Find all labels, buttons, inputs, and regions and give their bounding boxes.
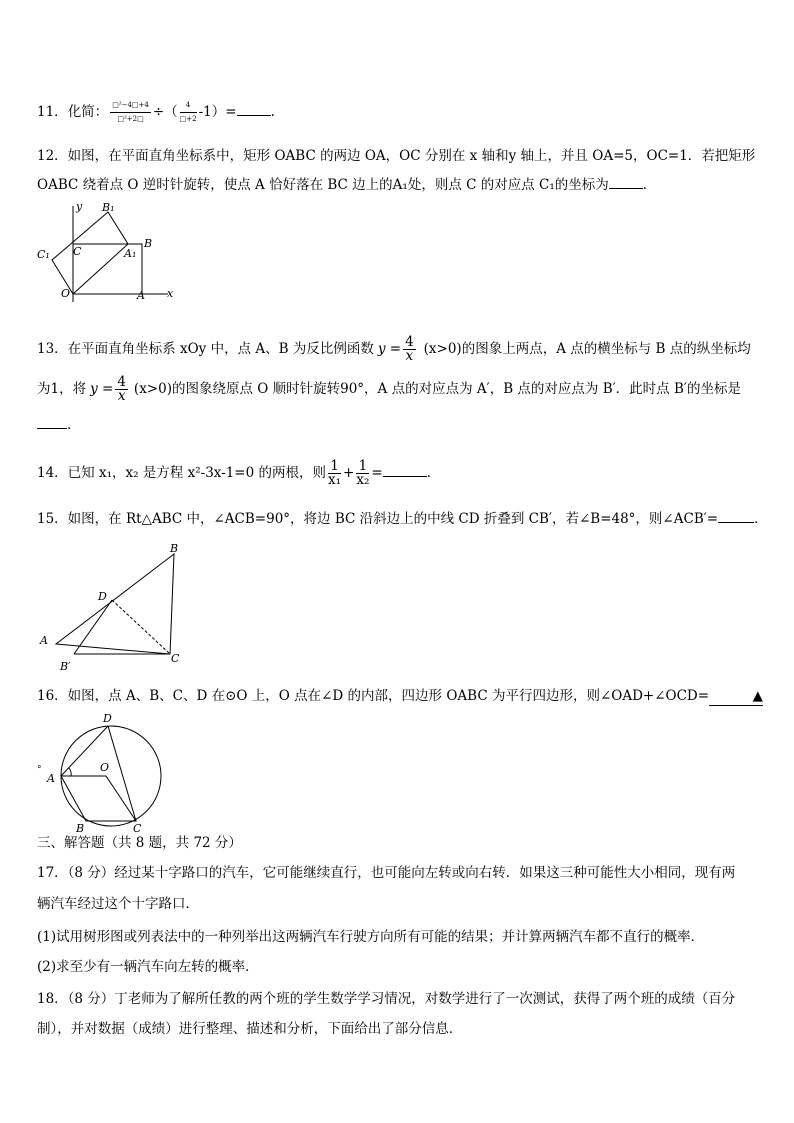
question-17-part-1: (1)试用树形图或列表法中的一种列举出这两辆汽车行驶方向所有可能的结果；并计算两辆汽车都不直行的概率． xyxy=(37,929,705,945)
question-12-line-2: OABC 绕着点 O 逆时针旋转，使点 A 恰好落在 BC 边上的A₁处，则点 C 的对应点 C₁的坐标为 ． xyxy=(37,177,657,193)
segment-dc xyxy=(108,726,136,821)
section-heading: 三、解答题（共 8 题，共 72 分） xyxy=(37,835,242,851)
label-c: C xyxy=(73,245,82,258)
answer-blank xyxy=(383,476,427,477)
question-17-line-1: 17．（8 分）经过某十字路口的汽车，它可能继续直行，也可能向左转或向右转．如果这三种可能性大小相同，现有两 xyxy=(37,865,736,881)
label-o: O xyxy=(100,761,110,774)
label-b1: B₁ xyxy=(102,201,115,214)
label-a: A xyxy=(40,634,48,647)
label-d: D xyxy=(103,712,112,725)
question-16: 16．如图，点 A、B、C、D 在⊙O 上，O 点在∠D 的内部，四边形 OABC 为平行四边形，则∠OAD+∠OCD= ▲ xyxy=(37,688,764,704)
label-a1: A₁ xyxy=(124,247,137,260)
question-18-line-2: 制），并对数据（成绩）进行整理、描述和分析，下面给出了部分信息． xyxy=(37,1021,463,1037)
degree-mark: ° xyxy=(37,765,42,775)
question-18-line-1: 18．（8 分）丁老师为了解所任教的两个班的学生数学学习情况，对数学进行了一次测试，获得了两个班的成绩（百分 xyxy=(37,991,736,1007)
label-a: A xyxy=(47,772,55,785)
question-13-line-1: 13．在平面直角坐标系 xOy 中，点 A、B 为反比例函数 y = $\frac{4}{x}$ (x>0)的图象上两点，A 点的横坐标与 B 点的纵坐标均 xyxy=(37,334,751,364)
question-11: 11．化简： $\frac{\text{□²−4□+4}}{\text{□²+2□}}$ ÷（ $\frac{4}{□+2}$ -1）= . xyxy=(37,99,275,126)
angle-mark xyxy=(69,768,71,776)
answer-blank xyxy=(237,115,271,116)
segment-db-prime xyxy=(74,600,112,654)
label-b: B xyxy=(170,542,179,555)
label-y: y xyxy=(76,200,83,213)
question-13-line-2: 为1，将 y = $\frac{4}{x}$ (x>0)的图象绕原点 O 顺时针旋转90°，A 点的对应点为 A′，B 点的对应点为 B′．此时点 B′的坐标是 xyxy=(37,374,741,404)
label-x: x xyxy=(167,287,174,300)
fraction: $\frac{4}{□+2}$ xyxy=(179,101,197,123)
answer-blank xyxy=(609,188,643,189)
label-d: D xyxy=(98,590,107,603)
question-17-part-2: (2)求至少有一辆汽车向左转的概率． xyxy=(37,959,259,975)
question-17-line-2: 辆汽车经过这个十字路口． xyxy=(37,896,199,912)
fraction: $\frac{4}{x}$ xyxy=(405,334,414,364)
label-b: B xyxy=(76,822,85,834)
figure-rotated-rectangle xyxy=(30,198,180,308)
answer-blank xyxy=(718,522,754,523)
question-14: 14．已知 x₁，x₂ 是方程 x²-3x-1=0 的两根，则 $\frac{1}{\text{x₁}}$ + $\frac{1}{\text{x₂}}$ = ． xyxy=(37,458,441,488)
answer-blank xyxy=(37,428,67,429)
question-13-line-3: ． xyxy=(37,416,81,434)
fraction: $\frac{1}{\text{x₂}}$ xyxy=(356,458,370,488)
figure-folded-triangle xyxy=(30,536,190,674)
label-c: C xyxy=(133,822,142,834)
fraction: $\frac{4}{x}$ xyxy=(117,374,126,404)
fraction: $\frac{1}{\text{x₁}}$ xyxy=(328,458,342,488)
triangle-abc xyxy=(56,554,174,654)
question-12-line-1: 12．如图，在平面直角坐标系中，矩形 OABC 的两边 OA，OC 分别在 x 轴和y 轴上，并且 OA=5，OC=1．若把矩形 xyxy=(37,148,756,164)
answer-blank: ▲ xyxy=(709,687,763,706)
fraction: $\frac{\text{□²−4□+4}}{\text{□²+2□}}$ xyxy=(112,101,149,123)
label-b-prime: B′ xyxy=(60,660,71,673)
median-cd xyxy=(112,600,170,654)
rotated-rectangle xyxy=(52,212,128,294)
question-15: 15．如图，在 Rt△ABC 中，∠ACB=90°，将边 BC 沿斜边上的中线 CD 折叠到 CB′，若∠B=48°，则∠ACB′= ． xyxy=(37,511,768,527)
label-c: C xyxy=(171,652,180,665)
label-c1: C₁ xyxy=(37,248,50,261)
label-a: A xyxy=(137,289,145,302)
label-b: B xyxy=(144,237,153,250)
figure-circle-parallelogram xyxy=(30,706,180,834)
label-o: O xyxy=(61,287,71,300)
